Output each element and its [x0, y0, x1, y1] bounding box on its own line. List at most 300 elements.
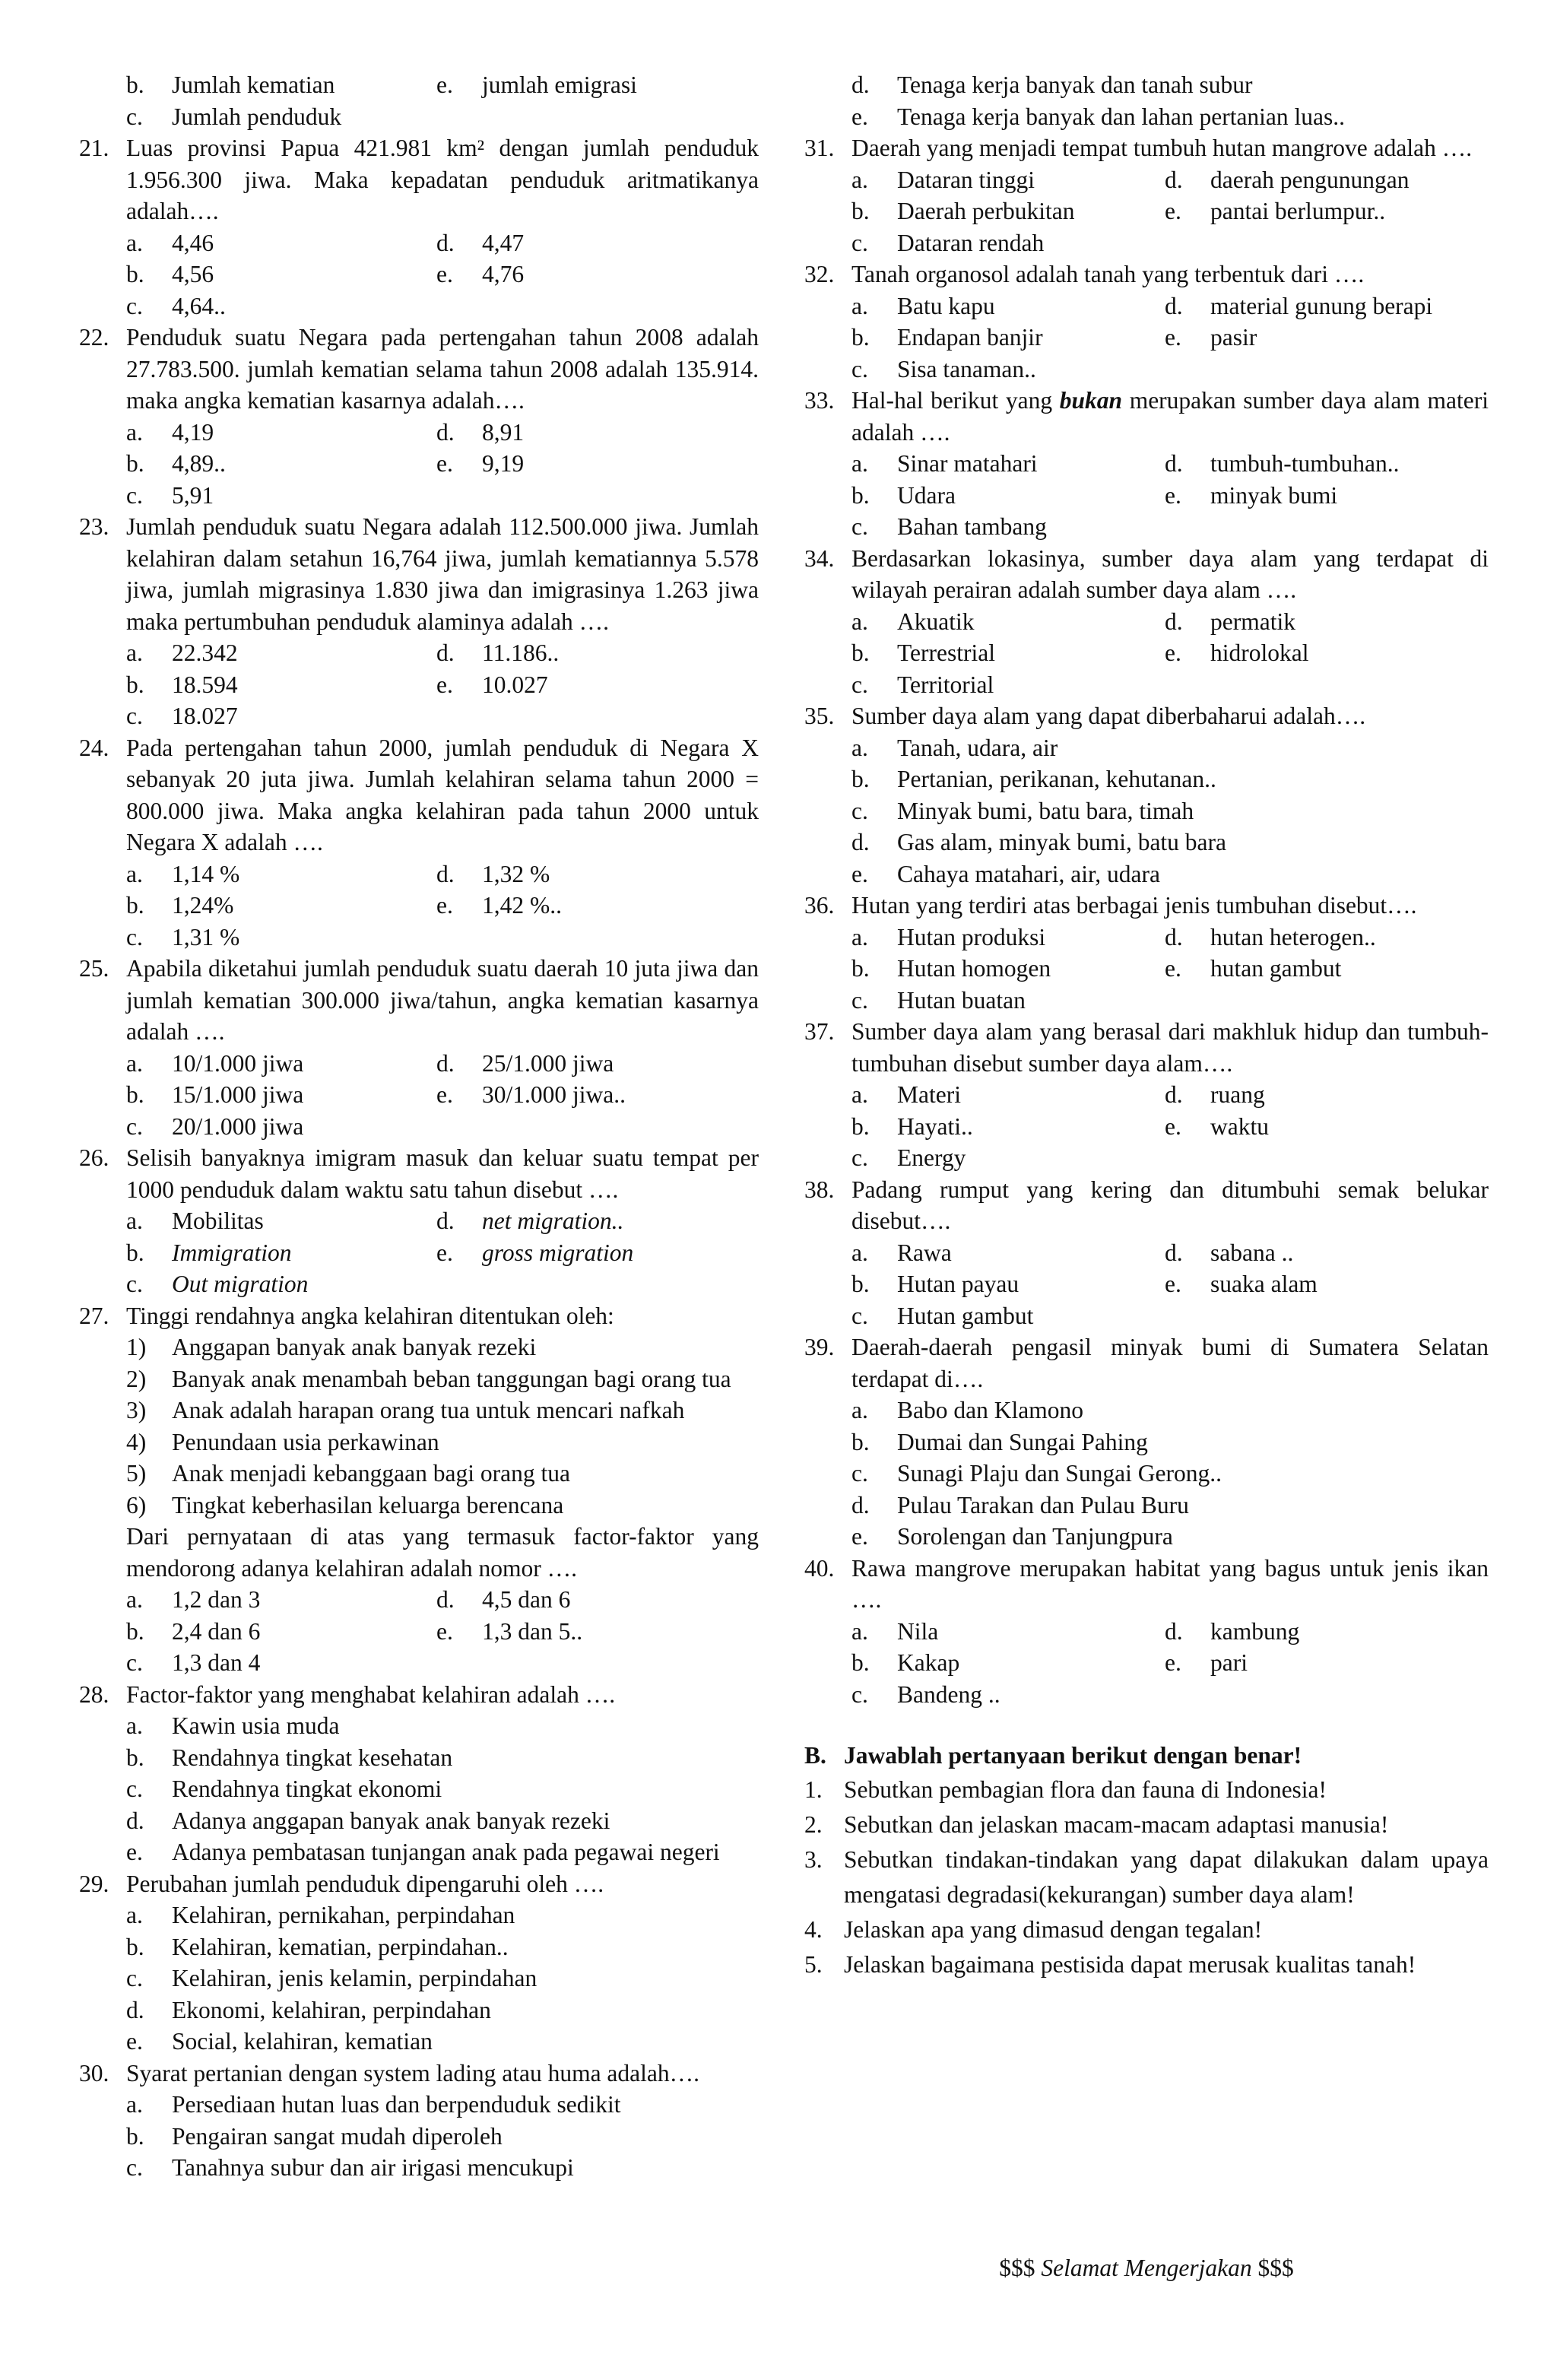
essay-number: 4. — [804, 1916, 823, 1943]
answer-option — [851, 1395, 1489, 1426]
essay-text: Sebutkan pembagian flora dan fauna di Indonesia! — [844, 1776, 1327, 1803]
option-letter: a. — [851, 292, 868, 319]
answer-option — [1165, 637, 1489, 669]
option-letter: c. — [851, 1302, 868, 1329]
option-text: pantai berlumpur.. — [1210, 198, 1386, 224]
essay-question — [804, 1947, 1489, 1982]
option-text: 1,42 %.. — [482, 892, 562, 919]
answer-option — [126, 1616, 436, 1648]
section-letter: B. — [804, 1742, 826, 1769]
option-letter: c. — [126, 1965, 143, 1991]
option-text: Sorolengan dan Tanjungpura — [897, 1523, 1173, 1550]
option-text: 4,47 — [482, 229, 525, 256]
option-letter: c. — [851, 797, 868, 824]
answer-option — [126, 1205, 436, 1237]
option-text: Kelahiran, kematian, perpindahan.. — [172, 1933, 509, 1960]
answer-options — [79, 69, 759, 132]
option-text: Dataran tinggi — [897, 166, 1035, 193]
option-text: Endapan banjir — [897, 324, 1043, 351]
option-letter: b. — [126, 2122, 144, 2150]
answer-option — [126, 922, 436, 954]
option-text: 1,32 % — [482, 860, 550, 887]
option-text: 1,31 % — [172, 923, 240, 950]
question-number: 30. — [79, 2059, 109, 2086]
question-number: 24. — [79, 734, 109, 761]
option-letter: b. — [126, 261, 144, 287]
answer-option — [1165, 1079, 1489, 1111]
option-letter: a. — [126, 639, 143, 666]
option-text: daerah pengunungan — [1210, 166, 1410, 193]
option-text: 1,3 dan 5.. — [482, 1617, 583, 1645]
option-letter: b. — [126, 450, 144, 477]
option-letter: e. — [436, 1239, 453, 1266]
option-text: Hutan homogen — [897, 955, 1051, 982]
question-text: Rawa mangrove merupakan habitat yang bagus untuk jenis ikan …. — [851, 1554, 1489, 1613]
answer-option — [436, 417, 759, 449]
option-letter: b. — [126, 1617, 144, 1645]
option-letter: c. — [851, 1460, 868, 1487]
answer-option — [126, 1237, 436, 1269]
option-letter: c. — [851, 1680, 868, 1708]
option-letter: d. — [1165, 923, 1183, 950]
option-letter: d. — [851, 71, 870, 98]
option-letter: a. — [126, 1207, 143, 1234]
option-text: 1,2 dan 3 — [172, 1586, 261, 1613]
option-letter: c. — [126, 1775, 143, 1802]
option-text: Nila — [897, 1617, 939, 1645]
question-number: 23. — [79, 513, 109, 540]
option-letter: e. — [1165, 1112, 1181, 1140]
option-letter: e. — [851, 1523, 868, 1550]
answer-list — [804, 69, 1489, 132]
option-text: 4,89.. — [172, 450, 226, 477]
option-text: Pulau Tarakan dan Pulau Buru — [897, 1491, 1189, 1518]
question-block — [804, 259, 1489, 385]
option-text: waktu — [1210, 1112, 1269, 1140]
option-text: Anak menjadi kebanggaan bagi orang tua — [172, 1460, 570, 1487]
option-text: Dumai dan Sungai Pahing — [897, 1428, 1148, 1455]
option-letter: c. — [126, 481, 143, 509]
question-block — [79, 2058, 759, 2184]
answer-option — [851, 101, 1489, 133]
answer-option — [851, 953, 1165, 985]
option-letter: b. — [126, 1081, 144, 1108]
option-text: 25/1.000 jiwa — [482, 1049, 614, 1077]
option-letter: e. — [436, 671, 453, 698]
question-text: Apabila diketahui jumlah penduduk suatu daerah 10 juta jiwa dan jumlah kematian 300.000 jiwa/tahun, angka kematian kasarnya adalah …. — [126, 955, 759, 1045]
question-block — [804, 69, 1489, 132]
answer-option — [1165, 480, 1489, 512]
option-text: 10/1.000 jiwa — [172, 1049, 304, 1077]
question-block — [804, 700, 1489, 890]
option-text: Udara — [897, 481, 956, 509]
answer-option — [436, 1079, 759, 1111]
answer-option — [126, 1331, 759, 1363]
answer-option — [436, 1616, 759, 1648]
question — [79, 1142, 759, 1205]
option-letter: a. — [851, 1617, 868, 1645]
answer-option — [436, 259, 759, 290]
answer-options — [79, 1205, 759, 1300]
option-text: Babo dan Klamono — [897, 1397, 1083, 1423]
question-text — [851, 385, 1489, 448]
option-text: gross migration — [482, 1239, 634, 1266]
option-text: sabana .. — [1210, 1239, 1294, 1266]
option-letter: e. — [1165, 639, 1181, 666]
option-letter: e. — [436, 1617, 453, 1645]
question — [804, 700, 1489, 732]
question — [79, 2058, 759, 2090]
question-number: 35. — [804, 703, 835, 729]
option-letter: 1) — [126, 1334, 147, 1360]
option-text: Jumlah kematian — [172, 71, 335, 98]
answer-option — [126, 290, 436, 322]
option-text: Tanahnya subur dan air irigasi mencukupi — [172, 2154, 574, 2181]
answer-option — [851, 227, 1165, 259]
answer-option — [851, 732, 1489, 764]
answer-option — [1165, 1111, 1489, 1143]
answer-list — [804, 732, 1489, 890]
essay-text: Jelaskan bagaimana pestisida dapat merusak kualitas tanah! — [844, 1951, 1416, 1978]
answer-option — [126, 1647, 436, 1679]
answer-option — [851, 795, 1489, 827]
answer-option — [851, 1079, 1165, 1111]
question — [79, 1300, 759, 1332]
essay-question — [804, 1842, 1489, 1912]
question-number: 37. — [804, 1018, 835, 1045]
answer-options — [804, 1616, 1489, 1711]
answer-option — [851, 1679, 1165, 1711]
question-number: 40. — [804, 1554, 835, 1582]
answer-list — [79, 2089, 759, 2184]
question — [79, 132, 759, 227]
answer-option — [1165, 322, 1489, 354]
question-tail: Dari pernyataan di atas yang termasuk factor-faktor yang mendorong adanya kelahiran adalah nomor …. — [126, 1523, 759, 1582]
question-block — [804, 132, 1489, 259]
option-letter: c. — [126, 703, 143, 729]
answer-list — [79, 1710, 759, 1868]
answer-option — [126, 1048, 436, 1080]
answer-option — [851, 1647, 1165, 1679]
answer-option — [126, 669, 436, 701]
question-number: 27. — [79, 1302, 109, 1329]
option-text: Hutan produksi — [897, 923, 1046, 950]
option-letter: e. — [126, 2028, 143, 2055]
option-text: 8,91 — [482, 418, 525, 446]
section-title: Jawablah pertanyaan berikut dengan benar! — [844, 1742, 1302, 1769]
option-text: 4,76 — [482, 261, 525, 287]
answer-option — [1165, 1647, 1489, 1679]
option-letter: d. — [851, 829, 870, 855]
question-block — [79, 1868, 759, 2058]
question-text: Sumber daya alam yang dapat diberbaharui adalah…. — [851, 703, 1366, 729]
question-block — [804, 385, 1489, 543]
option-letter: a. — [851, 1081, 868, 1108]
option-text: Adanya pembatasan tunjangan anak pada pegawai negeri — [172, 1839, 720, 1865]
question-number: 32. — [804, 261, 835, 287]
question-text: Pada pertengahan tahun 2000, jumlah penduduk di Negara X sebanyak 20 juta jiwa. Jumlah kelahiran selama tahun 2000 = 800.000 jiwa. Maka angka kelahiran pada tahun 2000 untuk Negara X adalah …. — [126, 734, 759, 855]
answer-option — [126, 890, 436, 922]
option-letter: c. — [851, 1144, 868, 1171]
option-text: 2,4 dan 6 — [172, 1617, 261, 1645]
answer-option — [851, 1521, 1489, 1553]
answer-option — [1165, 195, 1489, 227]
answer-option — [851, 69, 1489, 101]
answer-list — [79, 1899, 759, 2058]
answer-option — [436, 890, 759, 922]
option-text: Tenaga kerja banyak dan tanah subur — [897, 71, 1253, 98]
essay-number: 3. — [804, 1846, 823, 1873]
option-letter: b. — [851, 766, 870, 792]
option-letter: d. — [1165, 450, 1183, 477]
answer-option — [126, 2026, 759, 2058]
answer-option — [1165, 1616, 1489, 1648]
answer-option — [436, 1584, 759, 1616]
closing-suffix: $$$ — [1251, 2255, 1294, 2281]
answer-option — [436, 1237, 759, 1269]
answer-options — [804, 290, 1489, 386]
answer-option — [1165, 164, 1489, 196]
option-text: Mobilitas — [172, 1207, 264, 1234]
option-letter: b. — [851, 1428, 870, 1455]
answer-option — [126, 1931, 759, 1963]
option-letter: c. — [851, 513, 868, 540]
option-letter: a. — [851, 608, 868, 635]
option-letter: a. — [126, 2091, 143, 2118]
question — [79, 1868, 759, 1900]
option-text: minyak bumi — [1210, 481, 1338, 509]
left-column — [79, 69, 759, 2184]
question-number: 28. — [79, 1680, 109, 1708]
option-letter: b. — [851, 481, 870, 509]
question-number: 22. — [79, 324, 109, 351]
option-text: Hutan buatan — [897, 986, 1026, 1014]
option-text: 18.594 — [172, 671, 238, 698]
answer-option — [126, 858, 436, 890]
option-text: Kelahiran, jenis kelamin, perpindahan — [172, 1965, 537, 1991]
question-number: 26. — [79, 1144, 109, 1171]
answer-option — [126, 1899, 759, 1931]
question-block — [79, 732, 759, 954]
answer-option — [851, 164, 1165, 196]
option-text: 4,5 dan 6 — [482, 1586, 571, 1613]
question-number: 31. — [804, 135, 835, 161]
option-letter: d. — [1165, 1081, 1183, 1108]
option-text: Anggapan banyak anak banyak rezeki — [172, 1334, 537, 1360]
option-text: Immigration — [172, 1239, 292, 1266]
option-text: kambung — [1210, 1617, 1300, 1645]
question-number: 21. — [79, 135, 109, 161]
answer-options — [804, 1237, 1489, 1332]
option-text: 15/1.000 jiwa — [172, 1081, 304, 1108]
answer-option — [126, 1742, 759, 1774]
answer-option — [1165, 953, 1489, 985]
answer-option — [851, 1268, 1165, 1300]
question-block — [79, 69, 759, 132]
option-text: 4,46 — [172, 229, 214, 256]
answer-option — [851, 480, 1165, 512]
option-text: hutan gambut — [1210, 955, 1342, 982]
question-block — [79, 1300, 759, 1679]
answer-option — [126, 101, 436, 133]
question — [79, 1679, 759, 1711]
option-letter: e. — [1165, 1649, 1181, 1676]
option-text: Cahaya matahari, air, udara — [897, 860, 1160, 887]
option-letter: b. — [126, 1744, 144, 1771]
answer-option — [126, 259, 436, 290]
question-text: Selisih banyaknya imigram masuk dan keluar suatu tempat per 1000 penduduk dalam waktu satu tahun disebut …. — [126, 1144, 759, 1203]
option-text: 4,64.. — [172, 292, 226, 319]
option-letter: a. — [126, 229, 143, 256]
answer-option — [126, 227, 436, 259]
question-text: Sumber daya alam yang berasal dari makhluk hidup dan tumbuh-tumbuhan disebut sumber daya alam…. — [851, 1018, 1489, 1077]
option-text: 20/1.000 jiwa — [172, 1112, 304, 1140]
option-letter: a. — [851, 1239, 868, 1266]
question-number: 36. — [804, 892, 835, 919]
question — [79, 953, 759, 1048]
question-number: 39. — [804, 1334, 835, 1360]
option-text: pari — [1210, 1649, 1248, 1676]
option-text: pasir — [1210, 324, 1257, 351]
option-text: Dataran rendah — [897, 229, 1045, 256]
option-letter: c. — [851, 229, 868, 256]
answer-options — [79, 227, 759, 322]
option-letter: b. — [126, 1933, 144, 1960]
question-block — [804, 1174, 1489, 1332]
option-text: Adanya anggapan banyak anak banyak rezeki — [172, 1807, 610, 1834]
option-letter: d. — [436, 1207, 455, 1234]
answer-option — [126, 2152, 759, 2184]
answer-option — [1165, 1268, 1489, 1300]
answer-option — [851, 448, 1165, 480]
option-letter: d. — [436, 229, 455, 256]
option-text: Tingkat keberhasilan keluarga berencana — [172, 1491, 564, 1518]
answer-option — [126, 1994, 759, 2026]
question — [79, 511, 759, 637]
closing-note — [804, 2252, 1489, 2284]
question-number: 33. — [804, 387, 835, 414]
answer-option — [126, 1111, 436, 1143]
answer-option — [851, 985, 1165, 1017]
option-text: Persediaan hutan luas dan berpenduduk sedikit — [172, 2091, 621, 2118]
question — [804, 1174, 1489, 1237]
answer-option — [851, 637, 1165, 669]
answer-list — [804, 1395, 1489, 1553]
option-text: Out migration — [172, 1271, 309, 1297]
option-text: Materi — [897, 1081, 961, 1108]
answer-option — [851, 763, 1489, 795]
answer-option — [126, 1773, 759, 1805]
answer-option — [851, 1237, 1165, 1269]
option-letter: d. — [1165, 166, 1183, 193]
option-letter: e. — [1165, 1271, 1181, 1297]
answer-option — [851, 922, 1165, 954]
option-letter: c. — [126, 292, 143, 319]
option-letter: a. — [126, 1712, 143, 1739]
question-text-part: Hal-hal berikut yang — [851, 387, 1060, 414]
question-block — [804, 1553, 1489, 1711]
option-text: Rendahnya tingkat kesehatan — [172, 1744, 453, 1771]
question-block — [804, 1016, 1489, 1174]
answer-options — [804, 1079, 1489, 1174]
answer-option — [126, 637, 436, 669]
answer-option — [1165, 606, 1489, 638]
option-letter: d. — [126, 1807, 144, 1834]
option-text: Daerah perbukitan — [897, 198, 1075, 224]
option-text: tumbuh-tumbuhan.. — [1210, 450, 1400, 477]
option-letter: d. — [436, 1586, 455, 1613]
option-letter: a. — [126, 1049, 143, 1077]
question-text: Syarat pertanian dengan system lading atau huma adalah…. — [126, 2059, 700, 2086]
answer-option — [851, 511, 1165, 543]
question-block — [804, 890, 1489, 1016]
option-text: Bahan tambang — [897, 513, 1047, 540]
question-text: Tinggi rendahnya angka kelahiran ditentukan oleh: — [126, 1302, 614, 1329]
option-text: permatik — [1210, 608, 1295, 635]
option-letter: 4) — [126, 1428, 147, 1455]
section-b-heading — [804, 1739, 1489, 1772]
option-text: Territorial — [897, 671, 994, 698]
option-text: net migration.. — [482, 1207, 624, 1234]
answer-option — [851, 1111, 1165, 1143]
option-text: Banyak anak menambah beban tanggungan bagi orang tua — [172, 1365, 731, 1392]
option-letter: e. — [436, 450, 453, 477]
question — [804, 1016, 1489, 1079]
option-letter: a. — [126, 860, 143, 887]
question-text: Berdasarkan lokasinya, sumber daya alam yang terdapat di wilayah perairan adalah sumber daya alam …. — [851, 544, 1489, 603]
answer-option — [126, 2121, 759, 2153]
answer-option — [1165, 290, 1489, 322]
option-letter: c. — [851, 986, 868, 1014]
answer-option — [126, 1584, 436, 1616]
option-letter: a. — [851, 166, 868, 193]
option-letter: a. — [851, 734, 868, 761]
answer-options — [804, 164, 1489, 259]
option-letter: e. — [436, 71, 453, 98]
answer-option — [126, 2089, 759, 2121]
essay-number: 5. — [804, 1951, 823, 1978]
answer-option — [851, 1616, 1165, 1648]
question-text: Tanah organosol adalah tanah yang terbentuk dari …. — [851, 261, 1365, 287]
option-letter: 5) — [126, 1460, 147, 1487]
question-text: Hutan yang terdiri atas berbagai jenis tumbuhan disebut…. — [851, 892, 1417, 919]
option-text: 22.342 — [172, 639, 238, 666]
answer-option — [126, 1268, 436, 1300]
option-letter: c. — [126, 1649, 143, 1676]
option-text: 18.027 — [172, 703, 238, 729]
option-text: Sinar matahari — [897, 450, 1038, 477]
answer-option — [126, 1963, 759, 1994]
question-text-part: merupakan sumber daya alam materi adalah …. — [851, 387, 1489, 446]
question-text: Jumlah penduduk suatu Negara adalah 112.500.000 jiwa. Jumlah kelahiran dalam setahun 16,764 jiwa, jumlah kematiannya 5.578 jiwa, jumlah migrasinya 1.830 jiwa dan imigrasinya 1.263 jiwa maka pertumbuhan penduduk alaminya adalah …. — [126, 513, 759, 635]
essay-question — [804, 1772, 1489, 1807]
option-text: 1,3 dan 4 — [172, 1649, 261, 1676]
option-text: Tanah, udara, air — [897, 734, 1058, 761]
question-block — [804, 543, 1489, 701]
answer-option — [851, 1300, 1165, 1332]
question-number: 38. — [804, 1176, 835, 1203]
answer-list — [79, 1331, 759, 1521]
option-letter: c. — [851, 671, 868, 698]
essay-text: Sebutkan tindakan-tindakan yang dapat dilakukan dalam upaya mengatasi degradasi(kekurangan) sumber daya alam! — [844, 1846, 1489, 1908]
option-text: Pengairan sangat mudah diperoleh — [172, 2122, 503, 2150]
option-text: Hutan gambut — [897, 1302, 1034, 1329]
answer-option — [851, 827, 1489, 858]
option-text: ruang — [1210, 1081, 1265, 1108]
option-text: Sisa tanaman.. — [897, 355, 1036, 382]
answer-option — [126, 1426, 759, 1458]
essay-text: Sebutkan dan jelaskan macam-macam adaptasi manusia! — [844, 1811, 1389, 1838]
